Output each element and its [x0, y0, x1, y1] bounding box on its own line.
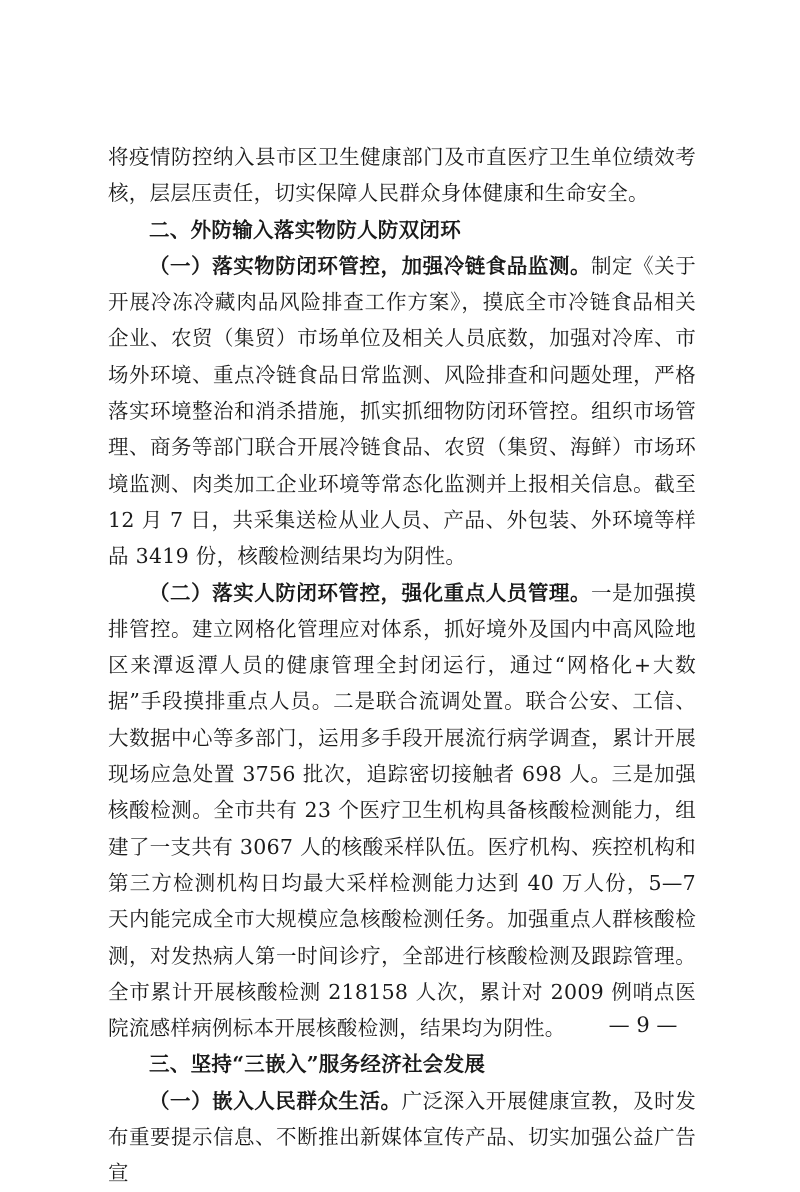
subsection-heading-1: （一）落实物防闭环管控，加强冷链食品监测。 — [149, 253, 591, 278]
paragraph-text: 一是加强摸排管控。建立网格化管理应对体系，抓好境外及国内中高风险地区来潭返潭人员的健康管理全封闭运行，通过“网格化+大数据”手段摸排重点人员。二是联合流调处置。联合公安、工信、大数据中心等多部门，运用多手段开展流行病学调查，累计开展现场应急处置 3756 批次，追踪密切接触者 698 人。三是加强核酸检测。全市共有 23 个医疗卫生机构具备核酸检测能力，组建了一支共有 3067 人的核酸采样队伍。医疗机构、疾控机构和第三方检测机构日均最大采样检测能力达到 40 万人份，5—7 天内能完成全市大规模应急核酸检测任务。加强重点人群核酸检测，对发热病人第一时间诊疗，全部进行核酸检测及跟踪管理。全市累计开展核酸检测 218158 人次，累计对 2009 例哨点医院流感样病例标本开展核酸检测，结果均为阴性。 — [108, 580, 696, 1041]
paragraph-responsibility — [108, 139, 696, 212]
section-heading-3: 三、坚持“三嵌入”服务经济社会发展 — [149, 1052, 486, 1077]
paragraph-text: 广泛深入开展健康宣教，及时发布重要提示信息、不断推出新媒体宣传产品、切实加强公益广告宣 — [108, 1088, 696, 1186]
paragraph-public-life — [108, 1083, 696, 1192]
section-heading-2: 二、外防输入落实物防人防双闭环 — [149, 217, 461, 242]
page-number: — 9 — — [608, 1013, 678, 1037]
paragraph-text: 将疫情防控纳入县市区卫生健康部门及市直医疗卫生单位绩效考核，层层压责任，切实保障人民群众身体健康和生命安全。 — [108, 145, 696, 206]
paragraph-personnel — [108, 575, 696, 1047]
paragraph-cold-chain — [108, 248, 696, 575]
subsection-heading-3: （一）嵌入人民群众生活。 — [149, 1088, 402, 1113]
paragraph-text: 制定《关于开展冷冻冷藏肉品风险排查工作方案》，摸底全市冷链食品相关企业、农贸（集贸）市场单位及相关人员底数，加强对冷库、市场外环境、重点冷链食品日常监测、风险排查和问题处理，严格落实环境整治和消杀措施，抓实抓细物防闭环管控。组织市场管理、商务等部门联合开展冷链食品、农贸（集贸、海鲜）市场环境监测、肉类加工企业环境等常态化监测并上报相关信息。截至 12 月 7 日，共采集送检从业人员、产品、外包装、外环境等样品 3419 份，核酸检测结果均为阴性。 — [108, 253, 696, 569]
subsection-heading-2: （二）落实人防闭环管控，强化重点人员管理。 — [149, 580, 591, 605]
